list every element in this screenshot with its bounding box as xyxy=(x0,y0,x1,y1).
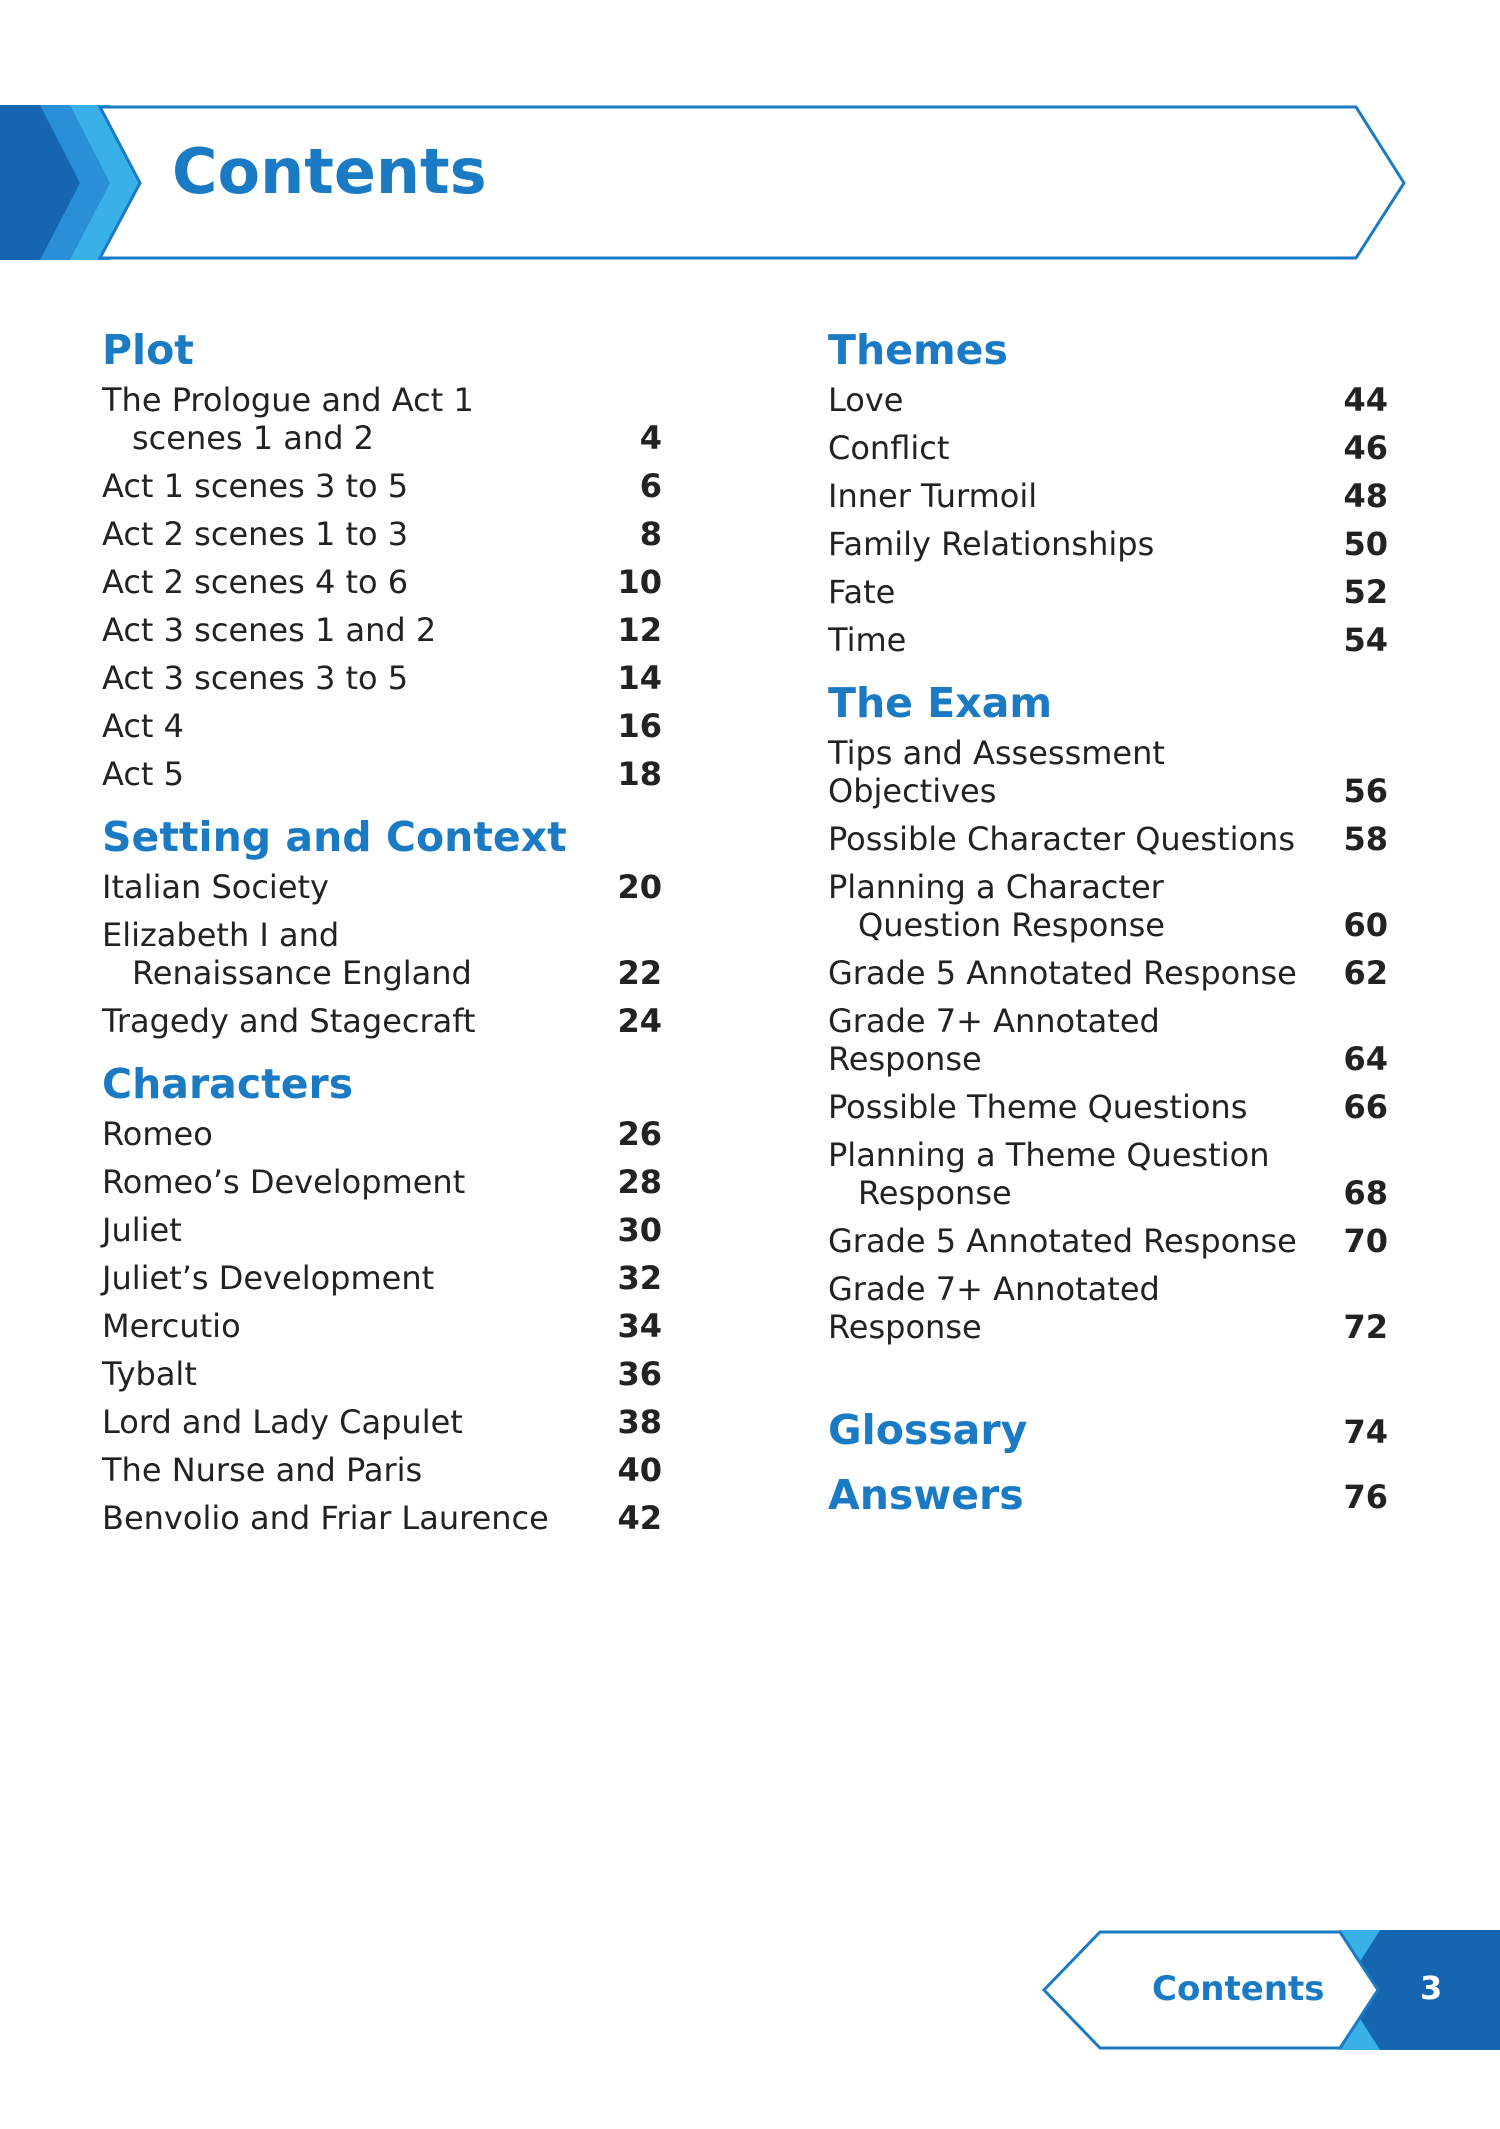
contents-banner xyxy=(0,105,1410,260)
toc-entry[interactable] xyxy=(102,563,662,601)
toc-entry[interactable] xyxy=(828,820,1388,858)
toc-entry-title: Grade 5 Annotated Response xyxy=(828,954,1297,992)
toc-entry-page: 46 xyxy=(1343,429,1388,467)
section-heading: The Exam xyxy=(828,679,1053,727)
toc-entry-page: 72 xyxy=(1343,1308,1388,1346)
toc-entry-page: 52 xyxy=(1343,573,1388,611)
toc-entry-title: Act 2 scenes 1 to 3 xyxy=(102,515,409,553)
toc-entry-page: 64 xyxy=(1343,1040,1388,1078)
toc-entry-page: 12 xyxy=(617,611,662,649)
section-heading: Themes xyxy=(828,326,1008,374)
toc-entry-title: Tragedy and Stagecraft xyxy=(102,1002,476,1040)
section-heading: Setting and Context xyxy=(102,813,567,861)
toc-entry-page: 14 xyxy=(617,659,662,697)
toc-entry-title: Act 3 scenes 3 to 5 xyxy=(102,659,409,697)
toc-entry-title: Conflict xyxy=(828,429,950,467)
toc-entry[interactable] xyxy=(102,1115,662,1153)
toc-entry-title: Love xyxy=(828,381,904,419)
toc-entry[interactable] xyxy=(828,621,1388,659)
toc-entry-title: The Nurse and Paris xyxy=(102,1451,423,1489)
section-characters xyxy=(102,1060,662,1537)
toc-entry[interactable] xyxy=(102,707,662,745)
toc-entry-title: Inner Turmoil xyxy=(828,477,1038,515)
toc-entry-page: 30 xyxy=(617,1211,662,1249)
toc-entry[interactable] xyxy=(102,515,662,553)
contents-right-column xyxy=(828,326,1388,1540)
toc-entry[interactable] xyxy=(102,1259,662,1297)
toc-entry-page: 34 xyxy=(617,1307,662,1345)
toc-entry-title: Planning a Character Question Response xyxy=(828,868,1165,944)
toc-entry-title: Juliet’s Development xyxy=(102,1259,435,1297)
toc-entry[interactable] xyxy=(828,573,1388,611)
toc-entry[interactable] xyxy=(828,477,1388,515)
toc-entry-page: 76 xyxy=(1343,1478,1388,1516)
toc-entry-page: 16 xyxy=(617,707,662,745)
toc-entry-title: Planning a Theme Question Response xyxy=(828,1136,1270,1212)
toc-entry-page: 62 xyxy=(1343,954,1388,992)
toc-entry-title: Time xyxy=(828,621,907,659)
section-plot xyxy=(102,326,662,793)
toc-entry[interactable] xyxy=(102,1307,662,1345)
toc-entry-page: 50 xyxy=(1343,525,1388,563)
toc-entry[interactable] xyxy=(828,1088,1388,1126)
toc-entry[interactable] xyxy=(102,1211,662,1249)
toc-entry-title: Lord and Lady Capulet xyxy=(102,1403,463,1441)
toc-entry-title: Tybalt xyxy=(102,1355,197,1393)
toc-entry-page: 66 xyxy=(1343,1088,1388,1126)
toc-entry-page: 26 xyxy=(617,1115,662,1153)
toc-entry-page: 68 xyxy=(1343,1174,1388,1212)
section-themes xyxy=(828,326,1388,659)
toc-entry-title: The Prologue and Act 1 scenes 1 and 2 xyxy=(102,381,474,457)
toc-entry-page: 4 xyxy=(639,419,662,457)
toc-entry[interactable] xyxy=(102,916,662,992)
toc-entry-page: 38 xyxy=(617,1403,662,1441)
toc-entry-page: 18 xyxy=(617,755,662,793)
toc-entry-title: Act 5 xyxy=(102,755,184,793)
toc-entry-title: Benvolio and Friar Laurence xyxy=(102,1499,549,1537)
toc-entry-title: Romeo’s Development xyxy=(102,1163,466,1201)
toc-entry-page: 20 xyxy=(617,868,662,906)
glossary-heading: Glossary xyxy=(828,1406,1028,1454)
answers-heading: Answers xyxy=(828,1471,1024,1519)
toc-entry-page: 60 xyxy=(1343,906,1388,944)
toc-entry-page: 44 xyxy=(1343,381,1388,419)
toc-entry[interactable] xyxy=(828,868,1388,944)
toc-entry-page: 54 xyxy=(1343,621,1388,659)
toc-entry-title: Juliet xyxy=(102,1211,182,1249)
toc-entry-title: Family Relationships xyxy=(828,525,1155,563)
toc-entry[interactable] xyxy=(828,734,1388,810)
toc-entry-page: 48 xyxy=(1343,477,1388,515)
toc-entry-title: Grade 7+ Annotated Response xyxy=(828,1002,1160,1078)
toc-entry-title: Grade 7+ Annotated Response xyxy=(828,1270,1160,1346)
page-number: 3 xyxy=(1420,1969,1443,2007)
toc-entry-page: 74 xyxy=(1343,1413,1388,1451)
toc-entry-page: 10 xyxy=(617,563,662,601)
toc-entry[interactable] xyxy=(102,467,662,505)
section-heading: Characters xyxy=(102,1060,354,1108)
toc-entry-page: 24 xyxy=(617,1002,662,1040)
toc-entry[interactable] xyxy=(102,1403,662,1441)
toc-entry[interactable] xyxy=(102,1002,662,1040)
toc-entry[interactable] xyxy=(828,1222,1388,1260)
toc-entry[interactable] xyxy=(828,429,1388,467)
toc-entry-title: Act 2 scenes 4 to 6 xyxy=(102,563,409,601)
toc-entry-page: 58 xyxy=(1343,820,1388,858)
section-setting-and-context xyxy=(102,813,662,1040)
toc-entry[interactable] xyxy=(828,1002,1388,1078)
toc-entry-answers[interactable] xyxy=(828,1471,1388,1519)
toc-entry[interactable] xyxy=(102,659,662,697)
toc-entry-page: 40 xyxy=(617,1451,662,1489)
toc-entry[interactable] xyxy=(102,1451,662,1489)
toc-entry[interactable] xyxy=(828,381,1388,419)
toc-entry[interactable] xyxy=(102,381,662,457)
toc-entry-title: Act 1 scenes 3 to 5 xyxy=(102,467,409,505)
toc-entry[interactable] xyxy=(102,868,662,906)
section-the-exam xyxy=(828,679,1388,1346)
toc-entry[interactable] xyxy=(828,525,1388,563)
contents-left-column xyxy=(102,326,662,1561)
toc-entry-title: Act 3 scenes 1 and 2 xyxy=(102,611,437,649)
toc-entry-title: Grade 5 Annotated Response xyxy=(828,1222,1297,1260)
toc-entry[interactable] xyxy=(102,1355,662,1393)
toc-entry[interactable] xyxy=(102,611,662,649)
footer-tab xyxy=(1040,1930,1500,2050)
toc-entry-page: 42 xyxy=(617,1499,662,1537)
toc-entry[interactable] xyxy=(102,1499,662,1537)
toc-entry-page: 8 xyxy=(639,515,662,553)
toc-entry-title: Elizabeth I and Renaissance England xyxy=(102,916,472,992)
toc-entry[interactable] xyxy=(102,1163,662,1201)
toc-entry-glossary[interactable] xyxy=(828,1406,1388,1454)
toc-entry-title: Possible Character Questions xyxy=(828,820,1295,858)
toc-entry-page: 28 xyxy=(617,1163,662,1201)
footer-label: Contents xyxy=(1152,1969,1325,2009)
toc-entry-title: Mercutio xyxy=(102,1307,241,1345)
toc-entry[interactable] xyxy=(828,1270,1388,1346)
toc-entry-page: 36 xyxy=(617,1355,662,1393)
toc-entry-title: Possible Theme Questions xyxy=(828,1088,1248,1126)
section-heading: Plot xyxy=(102,326,194,374)
toc-entry-title: Fate xyxy=(828,573,896,611)
toc-entry-page: 6 xyxy=(639,467,662,505)
toc-entry-page: 56 xyxy=(1343,772,1388,810)
toc-entry-page: 32 xyxy=(617,1259,662,1297)
toc-entry-title: Tips and Assessment Objectives xyxy=(828,734,1165,810)
toc-entry-page: 22 xyxy=(617,954,662,992)
toc-entry[interactable] xyxy=(828,954,1388,992)
page-title: Contents xyxy=(172,135,487,208)
toc-entry[interactable] xyxy=(102,755,662,793)
toc-entry-title: Act 4 xyxy=(102,707,184,745)
toc-entry-title: Romeo xyxy=(102,1115,213,1153)
toc-entry[interactable] xyxy=(828,1136,1388,1212)
toc-entry-page: 70 xyxy=(1343,1222,1388,1260)
toc-entry-title: Italian Society xyxy=(102,868,329,906)
